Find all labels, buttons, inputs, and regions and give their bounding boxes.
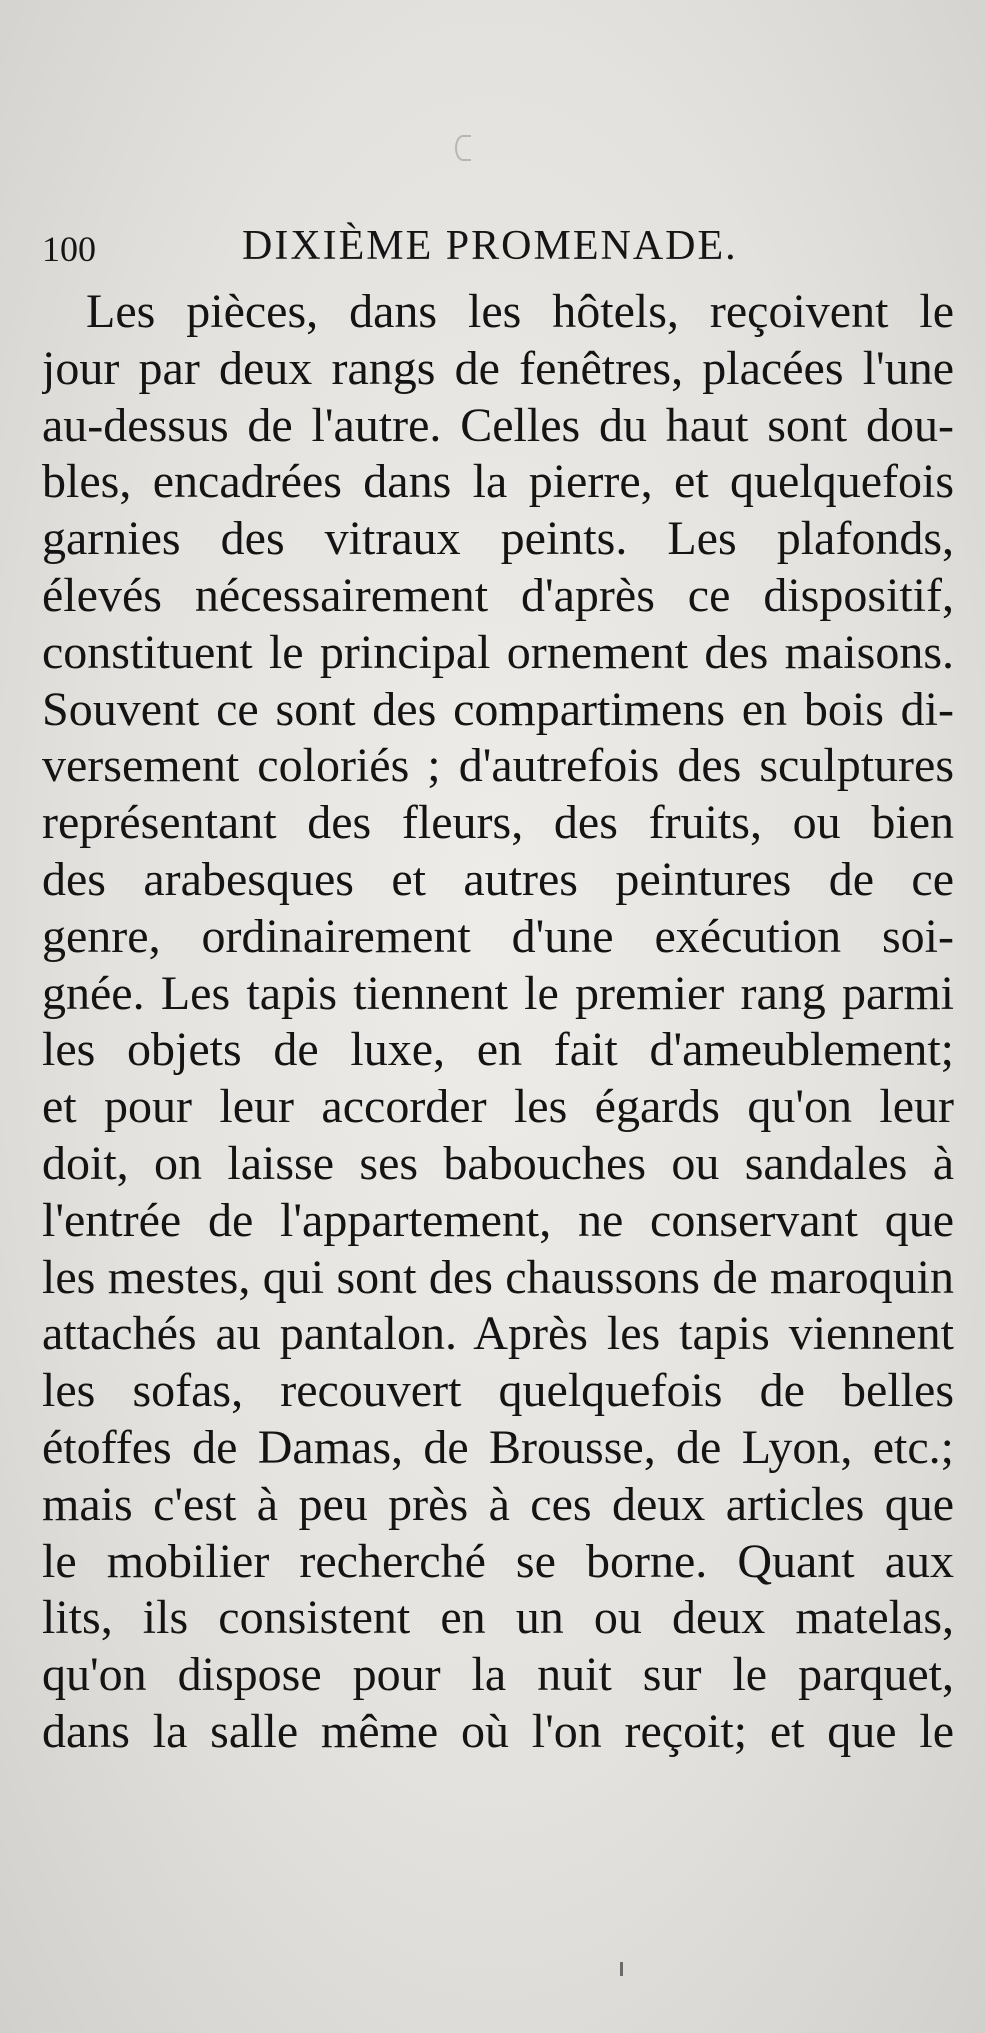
text-line: attachés au pantalon. Après les tapis viennent bbox=[42, 1307, 954, 1361]
text-line: genre, ordinairement d'une exécution soi- bbox=[42, 909, 954, 963]
ink-speck bbox=[620, 1962, 623, 1976]
text-line: l'entrée de l'appartement, ne conservant que bbox=[42, 1193, 954, 1247]
text-line: jour par deux rangs de fenêtres, placées l'une bbox=[42, 341, 954, 395]
text-line: représentant des fleurs, des fruits, ou bien bbox=[42, 796, 954, 850]
text-line: Souvent ce sont des compartimens en bois di- bbox=[42, 682, 954, 736]
text-line: Les pièces, dans les hôtels, reçoivent le bbox=[86, 285, 954, 338]
text-line: gnée. Les tapis tiennent le premier rang parmi bbox=[42, 966, 954, 1020]
text-line: lits, ils consistent en un ou deux matelas, bbox=[42, 1591, 954, 1645]
ink-smudge bbox=[455, 135, 471, 161]
page-number: 100 bbox=[42, 229, 96, 269]
text-line: qu'on dispose pour la nuit sur le parquet, bbox=[42, 1648, 954, 1702]
text-line: élevés nécessairement d'après ce dispositif, bbox=[42, 568, 954, 622]
text-line: les mestes, qui sont des chaussons de maroquin bbox=[42, 1250, 954, 1304]
text-line: des arabesques et autres peintures de ce bbox=[42, 852, 954, 906]
text-line: bles, encadrées dans la pierre, et quelquefois bbox=[42, 455, 954, 509]
text-line: les objets de luxe, en fait d'ameublement; bbox=[42, 1023, 954, 1077]
text-line: étoffes de Damas, de Brousse, de Lyon, etc.; bbox=[42, 1420, 954, 1474]
text-line: garnies des vitraux peints. Les plafonds, bbox=[42, 512, 954, 566]
running-head: DIXIÈME PROMENADE. bbox=[242, 223, 738, 269]
text-line: constituent le principal ornement des maisons. bbox=[42, 625, 954, 679]
text-line: le mobilier recherché se borne. Quant aux bbox=[42, 1534, 954, 1588]
text-line: et pour leur accorder les égards qu'on leur bbox=[42, 1080, 954, 1134]
body-text bbox=[42, 284, 954, 1804]
page-header bbox=[42, 222, 942, 282]
text-line: versement coloriés ; d'autrefois des sculptures bbox=[42, 739, 954, 793]
text-line: les sofas, recouvert quelquefois de belles bbox=[42, 1364, 954, 1418]
text-line: dans la salle même où l'on reçoit; et que le bbox=[42, 1704, 954, 1758]
text-line: doit, on laisse ses babouches ou sandales à bbox=[42, 1136, 954, 1190]
text-line: mais c'est à peu près à ces deux articles que bbox=[42, 1477, 954, 1531]
text-line: au-dessus de l'autre. Celles du haut sont dou- bbox=[42, 398, 954, 452]
